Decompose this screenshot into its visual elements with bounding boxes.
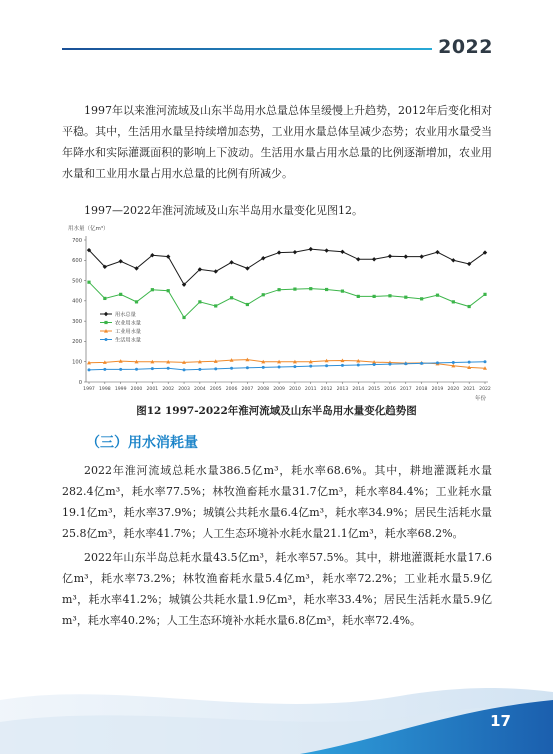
chart-data-point: [246, 303, 249, 306]
paragraph-water-use-trend: 1997年以来淮河流域及山东半岛用水总量总体呈缓慢上升趋势，2012年后变化相对平稳。其中，生活用水量呈持续增加态势，工业用水量总体呈减少态势；农业用水量受当年降水和实际灌溉面积的影响上下波动。生活用水量占用水总量的比例逐渐增加，农业用水量和工业用水量占用水总量的比例有所减少。: [62, 104, 492, 180]
chart-x-tick-label: 2006: [225, 387, 238, 392]
chart-data-point: [372, 257, 376, 261]
chart-data-point: [230, 367, 233, 370]
water-use-chart-svg: [62, 222, 494, 402]
chart-data-point: [420, 297, 423, 300]
chart-data-point: [119, 368, 122, 371]
chart-series-line: [89, 362, 485, 370]
chart-data-point: [183, 368, 186, 371]
chart-series-line: [89, 249, 485, 285]
chart-series-1: [87, 281, 486, 319]
chart-data-point: [388, 294, 391, 297]
chart-data-point: [483, 293, 486, 296]
chart-data-point: [151, 288, 154, 291]
chart-data-point: [167, 289, 170, 292]
chart-legend-marker: [104, 321, 107, 324]
chart-y-tick-label: 300: [72, 318, 82, 325]
chart-data-point: [484, 360, 487, 363]
chart-legend-label: 生活用水量: [115, 337, 141, 344]
chart-data-point: [309, 287, 312, 290]
chart-data-point: [388, 363, 391, 366]
section-heading: （三）用水消耗量: [86, 435, 198, 451]
chart-data-point: [373, 363, 376, 366]
chart-data-point: [468, 361, 471, 364]
chart-x-tick-label: 2022: [479, 387, 491, 392]
chart-legend-label: 农业用水量: [115, 320, 141, 327]
chart-x-tick-label: 2016: [384, 387, 396, 392]
chart-x-tick-label: 2004: [194, 387, 206, 392]
chart-data-point: [404, 296, 407, 299]
chart-data-point: [452, 300, 455, 303]
chart-y-tick-label: 100: [72, 359, 82, 366]
chart-data-point: [324, 248, 328, 252]
chart-data-point: [356, 257, 360, 261]
chart-x-tick-label: 2015: [368, 387, 380, 392]
chart-y-tick-label: 600: [72, 258, 82, 265]
paragraph-shandong-consumption: 2022年山东半岛总耗水量43.5亿m³，耗水率57.5%。其中，耕地灌溉耗水量17.6亿m³，耗水率73.2%；林牧渔畜耗水量5.4亿m³，耗水率72.2%；工业耗水量5.9亿m³，耗水率41.2%；城镇公共耗水量1.9亿m³，耗水率33.4%；居民生活耗水量5.9亿m³，耗水率40.2%；人工生态环境补水耗水量6.8亿m³，耗水率72.4%。: [62, 551, 492, 627]
chart-data-point: [214, 269, 218, 273]
chart-x-tick-label: 2003: [178, 387, 190, 392]
footer-wave-decoration: [0, 670, 553, 754]
chart-legend-label: 用水总量: [115, 311, 136, 318]
chart-y-tick-label: 400: [72, 298, 82, 305]
chart-x-tick-label: 2020: [447, 387, 460, 392]
chart-x-tick-label: 2001: [146, 387, 159, 392]
chart-data-point: [87, 281, 90, 284]
chart-data-point: [151, 367, 154, 370]
chart-x-tick-label: 1997: [83, 387, 95, 392]
chart-y-tick-label: 200: [72, 339, 82, 346]
chart-x-tick-label: 2008: [257, 387, 270, 392]
chart-legend-label: 工业用水量: [115, 328, 141, 335]
chart-data-point: [341, 364, 344, 367]
chart-data-point: [293, 365, 296, 368]
chart-x-tick-label: 2000: [130, 387, 143, 392]
chart-data-point: [88, 368, 91, 371]
chart-data-point: [373, 295, 376, 298]
chart-data-point: [309, 247, 313, 251]
chart-data-point: [293, 287, 296, 290]
chart-x-tick-label: 2002: [162, 387, 175, 392]
chart-data-point: [309, 365, 312, 368]
chart-x-tick-label: 2019: [431, 387, 444, 392]
chart-series-2: [87, 358, 487, 370]
chart-data-point: [451, 258, 455, 262]
chart-data-point: [404, 254, 408, 258]
chart-data-point: [278, 365, 281, 368]
chart-x-tick-label: 2011: [304, 387, 317, 392]
chart-data-point: [214, 367, 217, 370]
chart-y-tick-label: 700: [72, 237, 82, 244]
header-rule: [62, 48, 432, 50]
chart-x-tick-label: 2018: [415, 387, 428, 392]
chart-data-point: [262, 366, 265, 369]
chart-data-point: [357, 295, 360, 298]
chart-data-point: [452, 361, 455, 364]
figure-caption: 图12 1997-2022年淮河流域及山东半岛用水量变化趋势图: [136, 405, 417, 417]
chart-data-point: [118, 259, 122, 263]
chart-data-point: [246, 366, 249, 369]
chart-y-axis-label: 用水量（亿m³）: [68, 226, 109, 232]
chart-x-tick-label: 2005: [209, 387, 222, 392]
chart-data-point: [468, 305, 471, 308]
chart-legend-marker: [105, 338, 108, 341]
chart-x-tick-label: 2021: [463, 387, 476, 392]
chart-data-point: [182, 316, 185, 319]
chart-legend-marker: [104, 312, 108, 316]
chart-data-point: [198, 368, 201, 371]
chart-data-point: [103, 368, 106, 371]
chart-data-point: [198, 300, 201, 303]
chart-series-0: [87, 247, 487, 287]
chart-x-tick-label: 2014: [352, 387, 365, 392]
chart-data-point: [277, 288, 280, 291]
paragraph-huaihe-consumption: 2022年淮河流域总耗水量386.5亿m³，耗水率68.6%。其中，耕地灌溉耗水量282.4亿m³，耗水率77.5%；林牧渔畜耗水量31.7亿m³，耗水率84.4%；工业耗水量19.1亿m³，耗水率37.9%；城镇公共耗水量6.4亿m³，耗水率34.9%；居民生活耗水量25.8亿m³，耗水率41.7%；人工生态环境补水耗水量21.1亿m³，耗水率68.2%。: [62, 464, 492, 540]
chart-data-point: [340, 250, 344, 254]
chart-data-point: [103, 297, 106, 300]
chart-data-point: [135, 368, 138, 371]
chart-data-point: [262, 293, 265, 296]
chart-data-point: [167, 367, 170, 370]
chart-data-point: [388, 254, 392, 258]
chart-data-point: [230, 296, 233, 299]
chart-y-tick-label: 0: [78, 379, 82, 386]
chart-data-point: [357, 363, 360, 366]
water-use-chart: [62, 222, 494, 402]
chart-data-point: [325, 364, 328, 367]
chart-x-tick-label: 1999: [114, 387, 127, 392]
chart-series-line: [89, 282, 485, 317]
chart-data-point: [404, 362, 407, 365]
chart-data-point: [166, 254, 170, 258]
paragraph-figure-reference: 1997—2022年淮河流域及山东半岛用水量变化见图12。: [84, 204, 363, 217]
chart-x-tick-label: 2009: [273, 387, 285, 392]
chart-data-point: [341, 290, 344, 293]
chart-x-tick-label: 2012: [320, 387, 333, 392]
chart-x-tick-label: 1998: [98, 387, 111, 392]
chart-data-point: [419, 254, 423, 258]
chart-x-tick-label: 2017: [399, 387, 412, 392]
chart-data-point: [119, 293, 122, 296]
chart-data-point: [325, 288, 328, 291]
chart-x-tick-label: 2010: [289, 387, 301, 392]
chart-x-tick-label: 2007: [241, 387, 254, 392]
chart-data-point: [229, 260, 233, 264]
chart-data-point: [293, 250, 297, 254]
chart-x-tick-label: 2013: [336, 387, 349, 392]
chart-data-point: [435, 250, 439, 254]
chart-x-axis-label: 年份: [474, 396, 486, 402]
page-number: 17: [490, 712, 511, 730]
header-year: 2022: [438, 36, 493, 58]
chart-y-tick-label: 500: [72, 278, 82, 285]
chart-data-point: [214, 304, 217, 307]
chart-data-point: [135, 300, 138, 303]
chart-data-point: [436, 294, 439, 297]
chart-data-point: [436, 361, 439, 364]
chart-data-point: [420, 362, 423, 365]
chart-data-point: [277, 250, 281, 254]
